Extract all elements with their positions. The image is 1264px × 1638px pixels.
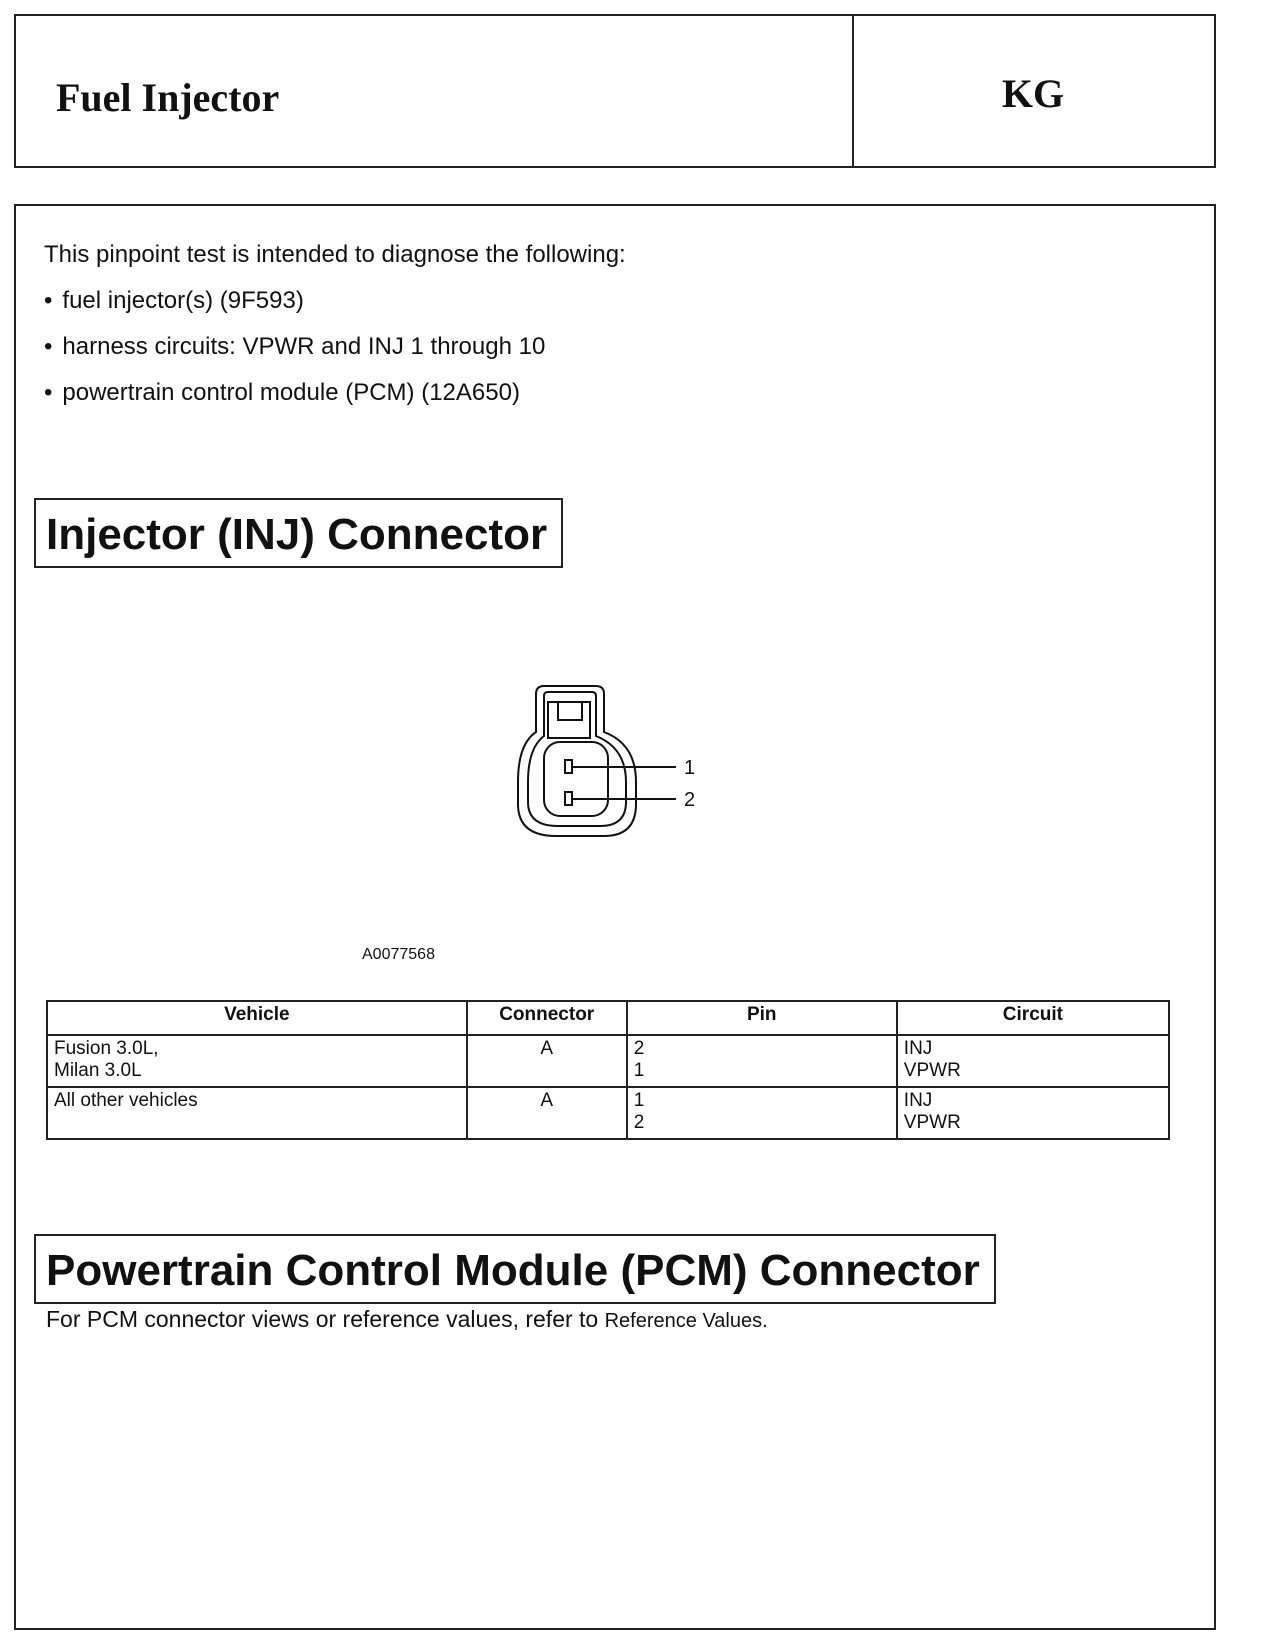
pin-cell (627, 1035, 897, 1087)
connector-latch-outer (518, 686, 636, 836)
page-title: Fuel Injector (56, 75, 280, 120)
figure-id: A0077568 (362, 946, 435, 963)
diagnose-list (44, 286, 545, 424)
header-circuit: Circuit (897, 1001, 1169, 1035)
pin-cell (627, 1087, 897, 1139)
pin-2-terminal (565, 792, 572, 805)
pin-2-label: 2 (684, 789, 696, 811)
list-item: • fuel injector(s) (9F593) (44, 286, 545, 332)
pin-value: 2 (633, 1112, 645, 1133)
main-content (14, 204, 1216, 1630)
table-header-row (47, 1001, 1169, 1035)
vehicle-line: Fusion 3.0L, (54, 1038, 159, 1059)
pin-1-label: 1 (684, 757, 696, 779)
pin-value: 1 (633, 1090, 645, 1111)
connector-face (544, 742, 608, 816)
reference-values-link[interactable]: Reference Values. (604, 1310, 768, 1332)
circuit-cell (897, 1035, 1169, 1087)
circuit-value: VPWR (903, 1112, 961, 1133)
pcm-connector-heading: Powertrain Control Module (PCM) Connector (34, 1234, 996, 1304)
intro-text: This pinpoint test is intended to diagnose the following: (44, 241, 626, 268)
document-header (14, 14, 1216, 168)
header-vehicle: Vehicle (47, 1001, 467, 1035)
pin-1-terminal (565, 760, 572, 773)
pin-circuit-table (46, 1000, 1170, 1140)
circuit-value: VPWR (903, 1060, 961, 1081)
pcm-note-text: For PCM connector views or reference values, refer to (46, 1306, 599, 1332)
header-connector: Connector (467, 1001, 627, 1035)
list-item: • harness circuits: VPWR and INJ 1 through 10 (44, 332, 545, 378)
vehicle-line: Milan 3.0L (54, 1060, 142, 1081)
injector-connector-diagram (496, 678, 746, 888)
connector-latch-inner (528, 692, 626, 826)
header-pin: Pin (627, 1001, 897, 1035)
pcm-note (46, 1306, 768, 1333)
connector-cell: A (467, 1035, 627, 1087)
pin-value: 2 (633, 1038, 645, 1059)
circuit-value: INJ (903, 1090, 933, 1111)
vehicle-cell (47, 1087, 467, 1139)
latch-tab (548, 702, 590, 738)
circuit-value: INJ (903, 1038, 933, 1059)
table-row (47, 1035, 1169, 1087)
vehicle-line: All other vehicles (54, 1090, 198, 1111)
vehicle-cell (47, 1035, 467, 1087)
circuit-cell (897, 1087, 1169, 1139)
table-row (47, 1087, 1169, 1139)
connector-cell: A (467, 1087, 627, 1139)
pinpoint-test-code: KG (1001, 71, 1065, 116)
pin-value: 1 (633, 1060, 645, 1081)
list-item: • powertrain control module (PCM) (12A650) (44, 378, 545, 424)
injector-connector-heading: Injector (INJ) Connector (34, 498, 563, 568)
